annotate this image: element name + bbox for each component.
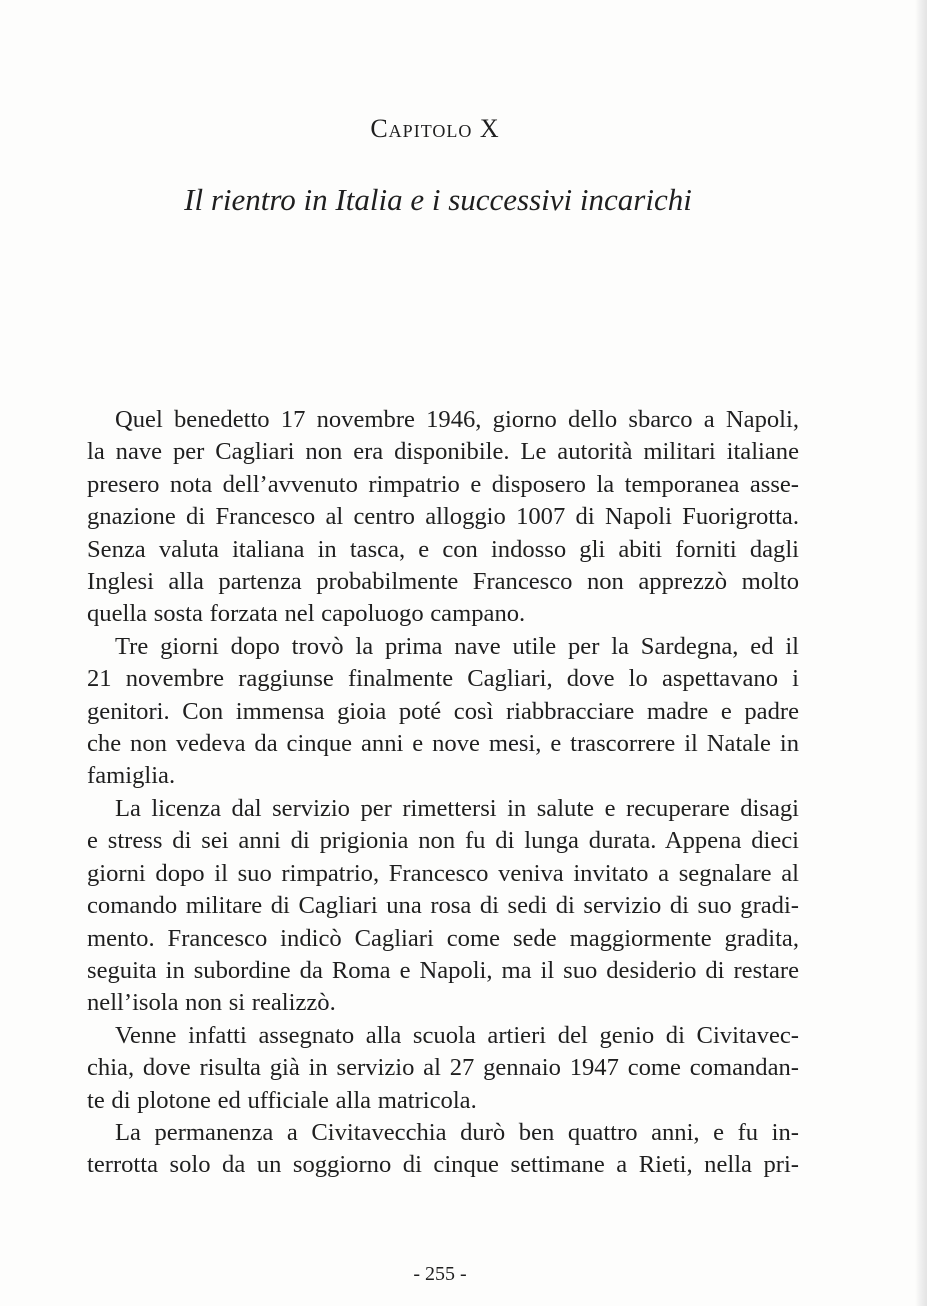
text-line: e stress di sei anni di prigionia non fu di lunga durata. Appena dieci	[87, 827, 799, 855]
text-line: mento. Francesco indicò Cagliari come sede maggiormente gradita,	[87, 924, 799, 952]
text-line: 21 novembre raggiunse finalmente Cagliari, dove lo aspettavano i	[87, 665, 799, 693]
text-line: La permanenza a Civitavecchia durò ben quattro anni, e fu in-	[115, 1118, 799, 1146]
text-line: la nave per Cagliari non era disponibile. Le autorità militari italiane	[87, 438, 799, 466]
text-line: quella sosta forzata nel capoluogo campano.	[87, 600, 526, 628]
chapter-label: Capitolo X	[370, 114, 500, 143]
text-line: gnazione di Francesco al centro alloggio 1007 di Napoli Fuorigrotta.	[87, 503, 799, 531]
text-line: chia, dove risulta già in servizio al 27 gennaio 1947 come comandan-	[87, 1054, 799, 1082]
text-line: famiglia.	[87, 762, 176, 790]
text-line: nell’isola non si realizzò.	[87, 989, 336, 1017]
page-edge-shadow	[915, 0, 927, 1306]
text-line: che non vedeva da cinque anni e nove mesi, e trascorrere il Natale in	[87, 730, 799, 758]
text-line: Inglesi alla partenza probabilmente Francesco non apprezzò molto	[87, 568, 799, 596]
text-line: seguita in subordine da Roma e Napoli, ma il suo desiderio di restare	[87, 956, 799, 984]
text-line: Senza valuta italiana in tasca, e con indosso gli abiti forniti dagli	[87, 535, 799, 563]
paragraph	[87, 1020, 799, 1117]
paragraph	[87, 404, 799, 631]
text-line: te di plotone ed ufficiale alla matricola.	[87, 1086, 477, 1114]
paragraph	[87, 793, 799, 1020]
text-line: terrotta solo da un soggiorno di cinque settimane a Rieti, nella pri-	[87, 1151, 799, 1179]
text-line: giorni dopo il suo rimpatrio, Francesco veniva invitato a segnalare al	[87, 859, 799, 887]
text-line: La licenza dal servizio per rimettersi in salute e recuperare disagi	[115, 794, 799, 822]
text-line: Quel benedetto 17 novembre 1946, giorno dello sbarco a Napoli,	[115, 406, 799, 433]
text-line: genitori. Con immensa gioia poté così riabbracciare madre e padre	[87, 697, 799, 725]
paragraph	[87, 631, 799, 793]
text-line: presero nota dell’avvenuto rimpatrio e disposero la temporanea asse-	[87, 470, 799, 498]
chapter-title: Il rientro in Italia e i successivi incarichi	[184, 182, 692, 217]
body-text	[87, 404, 799, 1182]
text-line: comando militare di Cagliari una rosa di sedi di servizio di suo gradi-	[87, 892, 799, 920]
page-number: - 255 -	[413, 1263, 467, 1285]
text-line: Tre giorni dopo trovò la prima nave utile per la Sardegna, ed il	[115, 632, 799, 660]
paragraph	[87, 1117, 799, 1182]
text-line: Venne infatti assegnato alla scuola artieri del genio di Civitavec-	[115, 1021, 799, 1049]
